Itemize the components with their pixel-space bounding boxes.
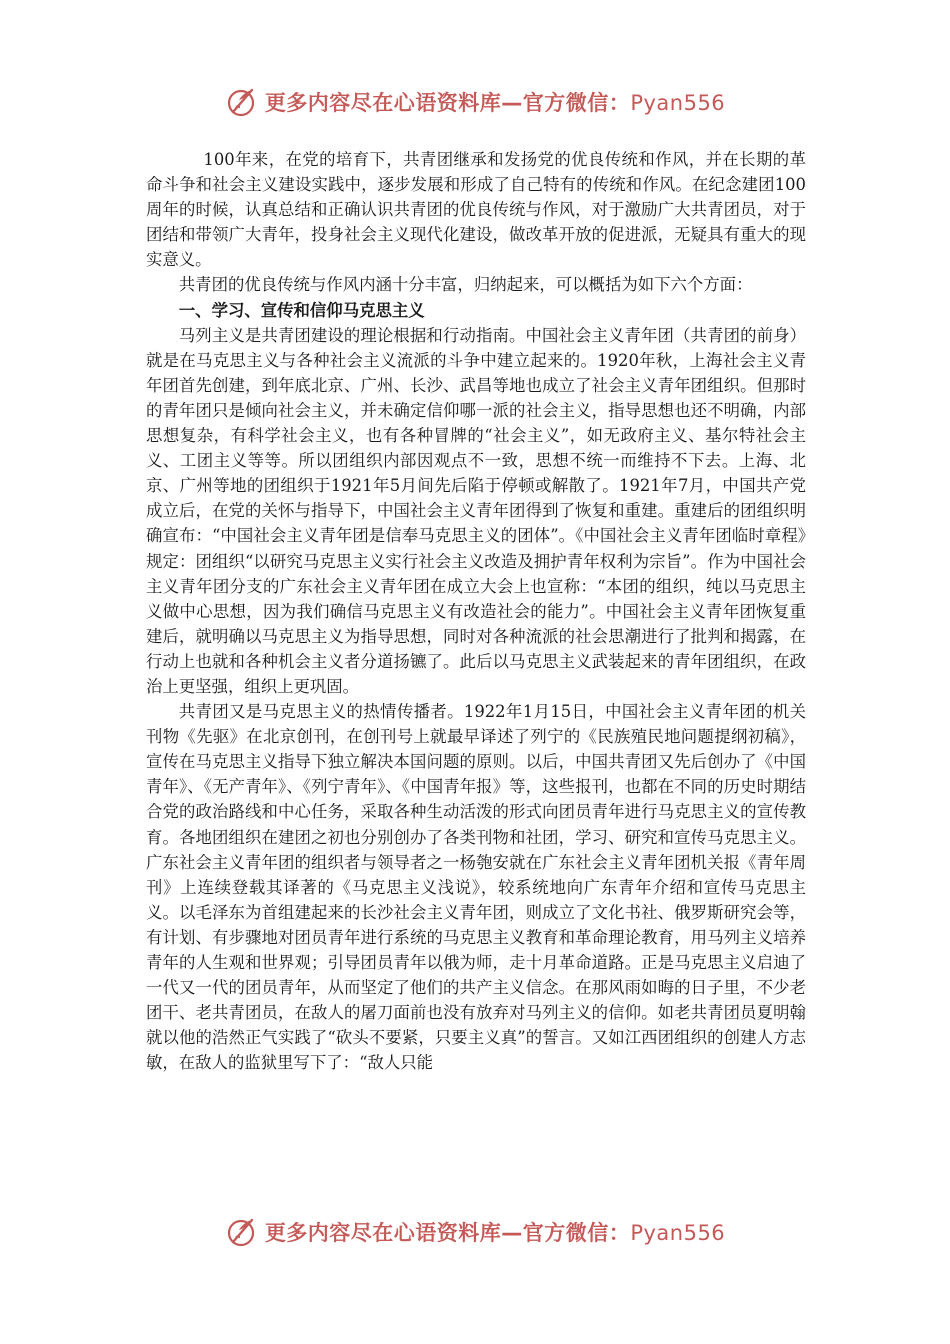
- banner-label: 更多内容尽在心语资料库—官方微信：: [264, 91, 631, 115]
- section-heading: 一、学习、宣传和信仰马克思主义: [178, 300, 425, 320]
- banner-label: 更多内容尽在心语资料库—官方微信：: [264, 1221, 631, 1245]
- paragraph: 马列主义是共青团建设的理论根据和行动指南。中国社会主义青年团（共青团的前身）就是在马克思主义与各种社会主义流派的斗争中建立起来的。1920年秋，上海社会主义青年团首先创建，到年底北京、广州、长沙、武昌等地也成立了社会主义青年团组织。但那时的青年团只是倾向社会主义，并未确定信仰哪一派的社会主义，指导思想也还不明确，内部思想复杂，有科学社会主义，也有各种冒牌的“社会主义”，如无政府主义、基尔特社会主义、工团主义等等。所以团组织内部因观点不一致，思想不统一而维持不下去。上海、北京、广州等地的团组织于1921年5月间先后陷于停顿或解散了。1921年7月，中国共产党成立后，在党的关怀与指导下，中国社会主义青年团得到了恢复和重建。重建后的团组织明确宣布：“中国社会主义青年团是信奉马克思主义的团体”。《中国社会主义青年团临时章程》规定：团组织“以研究马克思主义实行社会主义改造及拥护青年权利为宗旨”。作为中国社会主义青年团分支的广东社会主义青年团在成立大会上也宣称：“本团的组织，纯以马克思主义做中心思想，因为我们确信马克思主义有改造社会的能力”。中国社会主义青年团恢复重建后，就明确以马克思主义为指导思想，同时对各种流派的社会思潮进行了批判和揭露，在行动上也就和各种机会主义者分道扬镳了。此后以马克思主义武装起来的青年团组织，在政治上更坚强，组织上更巩固。: [146, 325, 806, 696]
- banner-title: [265, 1217, 725, 1247]
- paragraph: 共青团的优良传统与作风内涵十分丰富，归纳起来，可以概括为如下六个方面：: [178, 275, 753, 295]
- paragraph: 共青团又是马克思主义的热情传播者。1922年1月15日，中国社会主义青年团的机关刊物《先驱》在北京创刊，在创刊号上就最早译述了列宁的《民族殖民地问题提纲初稿》，宣传在马克思主义指导下独立解决本国问题的原则。以后，中国共青团又先后创办了《中国青年》、《无产青年》、《列宁青年》、《中国青年报》等，这些报刊，也都在不同的历史时期结合党的政治路线和中心任务，采取各种生动活泼的形式向团员青年进行马克思主义的宣传教育。各地团组织在建团之初也分别创办了各类刊物和社团，学习、研究和宣传马克思主义。广东社会主义青年团的组织者与领导者之一杨匏安就在广东社会主义青年团机关报《青年周刊》上连续登载其译著的《马克思主义浅说》，较系统地向广东青年介绍和宣传马克思主义。以毛泽东为首组建起来的长沙社会主义青年团，则成立了文化书社、俄罗斯研究会等，有计划、有步骤地对团员青年进行系统的马克思主义教育和革命理论教育，用马列主义培养青年的人生观和世界观；引导团员青年以俄为师，走十月革命道路。正是马克思主义启迪了一代又一代的团员青年，从而坚定了他们的共产主义信念。在那风雨如晦的日子里，不少老团干、老共青团员，在敌人的屠刀面前也没有放弃对马列主义的信仰。如老共青团员夏明翰就以他的浩然正气实践了“砍头不要紧，只要主义真”的誓言。又如江西团组织的创建人方志敏，在敌人的监狱里写下了：“敌人只能: [146, 702, 806, 1073]
- header-banner: [0, 82, 950, 122]
- quill-pen-logo-icon: [225, 85, 259, 119]
- wechat-handle: Pyan556: [630, 91, 726, 115]
- wechat-handle: Pyan556: [630, 1221, 726, 1245]
- document-body: [146, 147, 806, 1075]
- footer-banner: [0, 1212, 950, 1252]
- quill-pen-logo-icon: [225, 1215, 259, 1249]
- paragraph: 100年来，在党的培育下，共青团继承和发扬党的优良传统和作风，并在长期的革命斗争和社会主义建设实践中，逐步发展和形成了自己特有的传统和作风。在纪念建团100周年的时候，认真总结和正确认识共青团的优良传统与作风，对于激励广大共青团员，对于团结和带领广大青年，投身社会主义现代化建设，做改革开放的促进派，无疑具有重大的现实意义。: [146, 150, 806, 270]
- banner-title: [265, 87, 725, 117]
